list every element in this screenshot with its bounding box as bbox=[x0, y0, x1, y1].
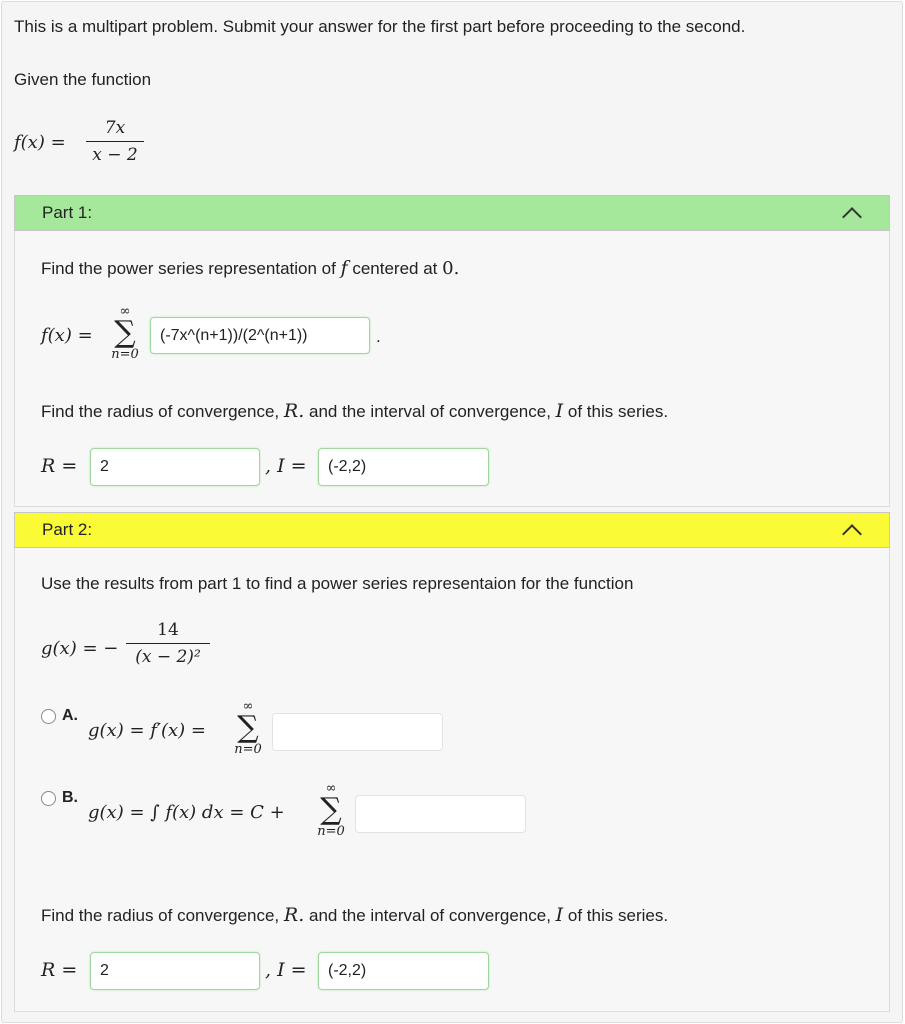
part2-R-value: 2 bbox=[100, 962, 109, 979]
option-a-sum bbox=[231, 701, 265, 757]
part1-radius-q2: and the interval of convergence, bbox=[308, 402, 551, 421]
part2-gx-lhs: g(x) = − bbox=[41, 638, 119, 659]
option-a-sum-top: ∞ bbox=[242, 699, 254, 714]
part2-radius-question bbox=[41, 904, 668, 926]
gx-fraction bbox=[126, 620, 210, 667]
option-b-sum bbox=[314, 783, 348, 839]
fx-fraction-bar bbox=[86, 141, 144, 142]
part1-radius-question bbox=[41, 400, 668, 422]
fx-denominator: x − 2 bbox=[92, 145, 138, 165]
gx-denominator: (x − 2)² bbox=[135, 647, 201, 667]
part1-interval-var: I bbox=[555, 400, 564, 422]
sigma-icon: ∑ bbox=[320, 792, 342, 827]
part1-R-input[interactable] bbox=[90, 448, 260, 486]
part1-radius-var: R. bbox=[283, 400, 305, 422]
part1-I-value: (-2,2) bbox=[328, 458, 367, 475]
part1-question-tail: centered at bbox=[352, 259, 438, 278]
part1-title: Part 1: bbox=[42, 203, 93, 222]
option-a-sum-bottom: n=0 bbox=[234, 742, 262, 757]
intro-text: This is a multipart problem. Submit your answer for the first part before proceeding to the second. bbox=[14, 17, 746, 36]
option-a-label: A. bbox=[62, 707, 78, 724]
part2-question: Use the results from part 1 to find a power series representaion for the function bbox=[41, 574, 634, 593]
part1-R-value: 2 bbox=[100, 458, 109, 475]
fx-numerator: 7x bbox=[104, 118, 126, 138]
part1-sum-symbol bbox=[108, 306, 142, 362]
part1-series-period: . bbox=[376, 327, 381, 346]
part2-interval-var: I bbox=[555, 904, 564, 926]
part2-body bbox=[14, 548, 890, 1012]
part2-R-label: R = bbox=[41, 959, 78, 981]
part1-I-label: , I = bbox=[265, 455, 307, 477]
part2-R-input[interactable] bbox=[90, 952, 260, 990]
part2-I-value: (-2,2) bbox=[328, 962, 367, 979]
part2-I-label: , I = bbox=[265, 959, 307, 981]
part1-question bbox=[41, 257, 459, 279]
part1-sum-top: ∞ bbox=[119, 304, 131, 319]
part2-I-input[interactable] bbox=[318, 952, 489, 990]
option-b-expr: g(x) = ∫ f(x) dx = C + bbox=[88, 802, 285, 823]
chevron-up-icon[interactable] bbox=[842, 524, 862, 544]
part1-series-value: (-7x^(n+1))/(2^(n+1)) bbox=[160, 326, 308, 344]
fx-lhs: f(x) = bbox=[14, 132, 66, 153]
part1-I-input[interactable] bbox=[318, 448, 489, 486]
given-text: Given the function bbox=[14, 70, 152, 89]
part1-radius-q3: of this series. bbox=[567, 402, 669, 421]
part1-question-text: Find the power series representation of bbox=[41, 259, 336, 278]
part1-radius-q1: Find the radius of convergence, bbox=[41, 402, 280, 421]
part1-question-var: f bbox=[340, 257, 348, 279]
part2-header[interactable] bbox=[14, 512, 890, 548]
gx-numerator: 14 bbox=[157, 620, 179, 640]
option-b-sum-top: ∞ bbox=[325, 781, 337, 796]
option-a-expr: g(x) = f′(x) = bbox=[88, 720, 206, 741]
part1-R-label: R = bbox=[41, 455, 78, 477]
part2-radius-var: R. bbox=[283, 904, 305, 926]
part1-series-lhs: f(x) = bbox=[41, 325, 93, 346]
sigma-icon: ∑ bbox=[237, 710, 259, 745]
part2-radius-q1: Find the radius of convergence, bbox=[41, 906, 280, 925]
option-b-input[interactable] bbox=[355, 795, 526, 833]
chevron-up-icon[interactable] bbox=[842, 207, 862, 227]
part1-series-input[interactable] bbox=[150, 317, 370, 354]
part1-sum-bottom: n=0 bbox=[111, 347, 139, 362]
part2-title: Part 2: bbox=[42, 520, 93, 539]
gx-fraction-bar bbox=[126, 643, 210, 644]
option-b-sum-bottom: n=0 bbox=[317, 824, 345, 839]
option-a-radio[interactable] bbox=[41, 709, 56, 724]
part2-radius-q2: and the interval of convergence, bbox=[308, 906, 551, 925]
part1-header[interactable] bbox=[14, 195, 890, 231]
option-b-radio[interactable] bbox=[41, 791, 56, 806]
part2-radius-q3: of this series. bbox=[567, 906, 669, 925]
option-a-input[interactable] bbox=[272, 713, 443, 751]
part1-question-zero: 0. bbox=[442, 258, 460, 279]
option-b-label: B. bbox=[62, 789, 78, 806]
fx-fraction bbox=[86, 118, 144, 165]
sigma-icon: ∑ bbox=[114, 315, 136, 350]
